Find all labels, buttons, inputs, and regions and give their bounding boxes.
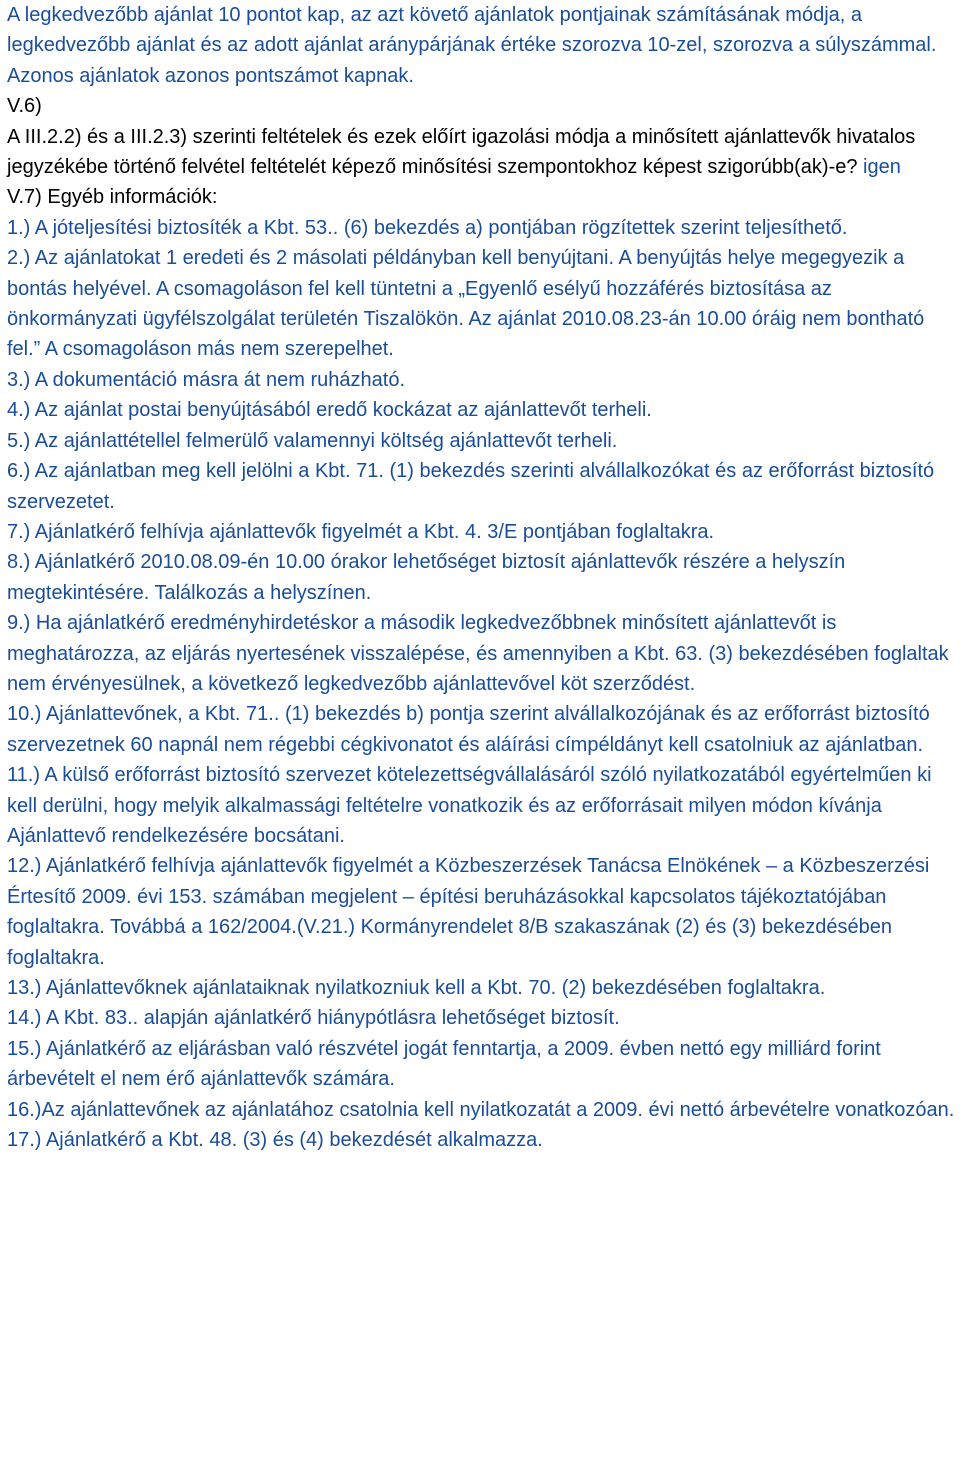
item-text: 16.)Az ajánlattevőnek az ajánlatához csatolnia kell nyilatkozatát a 2009. évi nettó árbevételre vonatkozóan.	[7, 1098, 955, 1121]
list-item	[7, 213, 959, 243]
answer-text: igen	[857, 156, 901, 179]
list-item	[7, 547, 959, 608]
item-text: 8.) Ajánlatkérő 2010.08.09-én 10.00 órakor lehetőséget biztosít ajánlattevők részére a helyszín megtekintésére. Találkozás a helyszínen.	[7, 551, 846, 604]
list-item	[7, 517, 959, 547]
item-text: 17.) Ajánlatkérő a Kbt. 48. (3) és (4) bekezdését alkalmazza.	[7, 1129, 543, 1152]
item-text: 14.) A Kbt. 83.. alapján ajánlatkérő hiánypótlásra lehetőséget biztosít.	[7, 1007, 620, 1030]
section-heading-v7	[7, 182, 959, 212]
item-text: 1.) A jóteljesítési biztosíték a Kbt. 53.. (6) bekezdés a) pontjában rögzítettek szerint teljesíthető.	[7, 216, 848, 239]
list-item	[7, 608, 959, 699]
section-heading-v6	[7, 91, 959, 121]
paragraph-scoring	[7, 0, 959, 91]
list-item	[7, 1003, 959, 1033]
list-item	[7, 760, 959, 851]
item-text: 3.) A dokumentáció másra át nem ruházható.	[7, 368, 405, 391]
list-item	[7, 365, 959, 395]
paragraph-text: A III.2.2) és a III.2.3) szerinti feltételek és ezek előírt igazolási módja a minősített ajánlattevők hivatalos jegyzékébe történő felvétel feltételét képező minősítési szempontokhoz képest szigorúbb(ak)-e?	[7, 125, 916, 179]
item-text: 9.) Ha ajánlatkérő eredményhirdetéskor a második legkedvezőbbnek minősített ajánlattevőt is meghatározza, az eljárás nyertesének visszalépése, és amennyiben a Kbt. 63. (3) bekezdésében foglaltak nem érvényesülnek, a következő legkedvezőbb ajánlattevővel köt szerződést.	[7, 612, 949, 695]
item-text: 6.) Az ajánlatban meg kell jelölni a Kbt. 71. (1) bekezdés szerinti alvállalkozókat és az erőforrást biztosító szervezetet.	[7, 460, 935, 513]
item-text: 4.) Az ajánlat postai benyújtásából eredő kockázat az ajánlattevőt terheli.	[7, 399, 652, 422]
list-item	[7, 1095, 959, 1125]
item-text: 13.) Ajánlattevőknek ajánlataiknak nyilatkozniuk kell a Kbt. 70. (2) bekezdésében foglaltakra.	[7, 977, 826, 999]
item-text: 11.) A külső erőforrást biztosító szervezet kötelezettségvállalásáról szóló nyilatkozatából egyértelműen ki kell derülni, hogy melyik alkalmassági feltételre vonatkozik és az erőforrásait milyen módon kívánja Ajánlattevő rendelkezésére bocsátani.	[7, 764, 932, 847]
list-item	[7, 456, 959, 517]
list-item	[7, 426, 959, 456]
document-body	[7, 0, 959, 1155]
list-item	[7, 1034, 959, 1095]
list-item	[7, 973, 959, 1003]
paragraph-text: V.7) Egyéb információk:	[7, 186, 218, 209]
item-text: 12.) Ajánlatkérő felhívja ajánlattevők figyelmét a Közbeszerzések Tanácsa Elnökének – a Közbeszerzési Értesítő 2009. évi 153. számában megjelent – építési beruházásokkal kapcsolatos tájékoztatójában foglaltakra. Továbbá a 162/2004.(V.21.) Kormányrendelet 8/B szakaszának (2) és (3) bekezdésében foglaltakra.	[7, 855, 930, 969]
item-text: 7.) Ajánlatkérő felhívja ajánlattevők figyelmét a Kbt. 4. 3/E pontjában foglaltakra.	[7, 520, 715, 543]
list-item	[7, 851, 959, 973]
paragraph-text: A legkedvezőbb ajánlat 10 pontot kap, az azt követő ajánlatok pontjainak számításának módja, a legkedvezőbb ajánlat és az adott ajánlat aránypárjának értéke szorozva 10-zel, szorozva a súlyszámmal. Azonos ajánlatok azonos pontszámot kapnak.	[7, 4, 937, 87]
paragraph-qualification	[7, 122, 959, 183]
list-item	[7, 699, 959, 760]
item-text: 15.) Ajánlatkérő az eljárásban való részvétel jogát fenntartja, a 2009. évben nettó egy milliárd forint árbevételt el nem érő ajánlattevők számára.	[7, 1037, 881, 1091]
list-item	[7, 243, 959, 365]
list-item	[7, 1125, 959, 1155]
list-item	[7, 395, 959, 425]
item-text: 5.) Az ajánlattétellel felmerülő valamennyi költség ajánlattevőt terheli.	[7, 429, 618, 452]
item-text: 10.) Ajánlattevőnek, a Kbt. 71.. (1) bekezdés b) pontja szerint alvállalkozójának és az erőforrást biztosító szervezetnek 60 napnál nem régebbi cégkivonatot és aláírási címpéldányt kell csatolniuk az ajánlatban.	[7, 703, 930, 756]
item-text: 2.) Az ajánlatokat 1 eredeti és 2 másolati példányban kell benyújtani. A benyújtás helye megegyezik a bontás helyével. A csomagoláson fel kell tüntetni a „Egyenlő esélyű hozzáférés biztosítása az önkormányzati ügyfélszolgálat területén Tiszalökön. Az ajánlat 2010.08.23-án 10.00 óráig nem bontható fel.” A csomagoláson más nem szerepelhet.	[7, 247, 925, 361]
paragraph-text: V.6)	[7, 95, 42, 118]
